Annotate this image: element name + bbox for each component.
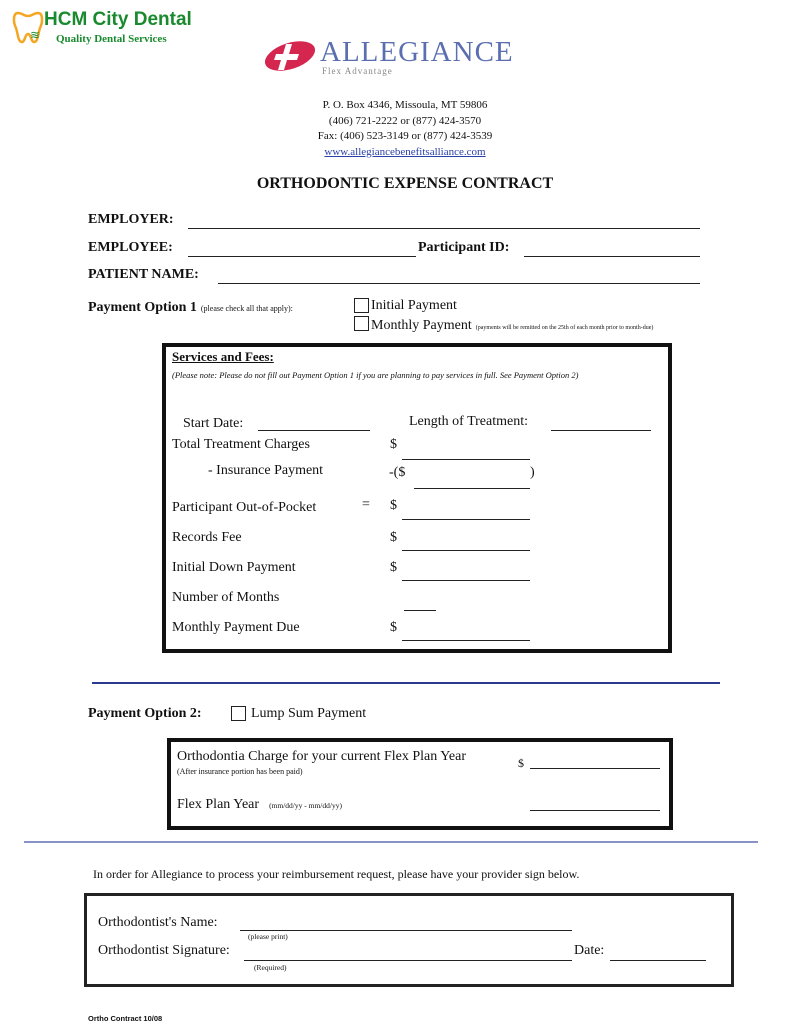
total-dollar: $: [390, 437, 397, 452]
start-date-field[interactable]: [258, 430, 370, 431]
start-date-label: Start Date:: [183, 416, 244, 431]
monthly-payment-checkbox[interactable]: [354, 316, 369, 331]
insurance-label: - Insurance Payment: [208, 463, 324, 478]
orthodontist-signature-note: (Required): [254, 963, 287, 972]
down-payment-field[interactable]: [402, 580, 530, 581]
lump-sum-checkbox[interactable]: [231, 706, 246, 721]
length-treatment-label: Length of Treatment:: [409, 414, 528, 429]
out-of-pocket-label: Participant Out-of-Pocket: [172, 500, 317, 515]
option1-note: (please check all that apply):: [200, 304, 293, 313]
address-line-1: P. O. Box 4346, Missoula, MT 59806: [322, 99, 488, 111]
employer-label: EMPLOYER:: [88, 212, 174, 227]
brand-leaf-icon: ≋: [30, 28, 41, 42]
total-charges-label: Total Treatment Charges: [172, 437, 310, 452]
date-label: Date:: [574, 943, 605, 958]
initial-payment-label: Initial Payment: [371, 298, 457, 313]
records-fee-field[interactable]: [402, 550, 530, 551]
ortho-charge-label: Orthodontia Charge for your current Flex Plan Year: [177, 749, 467, 764]
option1-label: Payment Option 1: [88, 300, 197, 315]
insurance-minus-dollar: -($: [389, 465, 406, 480]
brand-name: HCM City Dental: [44, 9, 192, 30]
records-dollar: $: [390, 530, 397, 545]
participant-id-label: Participant ID:: [418, 240, 510, 255]
plan-year-note: (mm/dd/yy - mm/dd/yy): [269, 801, 342, 810]
orthodontist-name-label: Orthodontist's Name:: [98, 915, 218, 930]
total-charges-field[interactable]: [402, 459, 530, 460]
monthly-payment-note: (payments will be remitted on the 25th of each month prior to month-due): [475, 325, 654, 331]
length-treatment-field[interactable]: [551, 430, 651, 431]
address-url[interactable]: www.allegiancebenefitsalliance.com: [324, 145, 486, 158]
insurance-close-paren: ): [530, 465, 535, 480]
employee-label: EMPLOYEE:: [88, 240, 173, 255]
allegiance-logo-name: ALLEGIANCE: [320, 36, 514, 68]
lump-sum-label: Lump Sum Payment: [251, 706, 367, 721]
out-of-pocket-field[interactable]: [402, 519, 530, 520]
patient-name-field[interactable]: [218, 283, 700, 284]
allegiance-logo-sub: Flex Advantage: [322, 66, 393, 76]
employer-field[interactable]: [188, 228, 700, 229]
monthly-due-field[interactable]: [402, 640, 530, 641]
orthodontist-name-note: (please print): [248, 932, 288, 941]
patient-name-label: PATIENT NAME:: [88, 267, 199, 282]
services-note: (Please note: Please do not fill out Payment Option 1 if you are planning to pay services in full. See Payment Option 2): [172, 370, 579, 380]
number-months-label: Number of Months: [172, 590, 280, 605]
monthly-payment-label: Monthly Payment: [371, 318, 472, 333]
orthodontist-signature-label: Orthodontist Signature:: [98, 943, 230, 958]
orthodontist-signature-field[interactable]: [244, 960, 572, 961]
ortho-charge-dollar: $: [518, 756, 524, 770]
out-of-pocket-equals: =: [362, 497, 370, 512]
provider-instruction: In order for Allegiance to process your reimbursement request, please have your provider sign below.: [93, 867, 580, 881]
allegiance-logo-icon: [262, 36, 322, 81]
divider-rule-2: [24, 841, 758, 843]
services-fees-box: [162, 343, 672, 653]
brand-tagline: Quality Dental Services: [56, 33, 167, 45]
divider-rule: [92, 682, 720, 684]
monthly-due-dollar: $: [390, 620, 397, 635]
initial-payment-checkbox[interactable]: [354, 298, 369, 313]
number-months-field[interactable]: [404, 610, 436, 611]
monthly-due-label: Monthly Payment Due: [172, 620, 300, 635]
employee-field[interactable]: [188, 256, 416, 257]
out-of-pocket-dollar: $: [390, 498, 397, 513]
services-heading: Services and Fees:: [172, 349, 274, 364]
down-payment-label: Initial Down Payment: [172, 560, 296, 575]
date-field[interactable]: [610, 960, 706, 961]
provider-box: [84, 893, 734, 987]
orthodontist-name-field[interactable]: [240, 930, 572, 931]
ortho-charge-note: (After insurance portion has been paid): [177, 767, 303, 776]
address-line-3: Fax: (406) 523-3149 or (877) 424-3539: [317, 130, 493, 142]
plan-year-label: Flex Plan Year: [177, 797, 260, 812]
footer-form-id: Ortho Contract 10/08: [88, 1014, 163, 1023]
participant-id-field[interactable]: [524, 256, 700, 257]
down-dollar: $: [390, 560, 397, 575]
ortho-charge-field[interactable]: [530, 768, 660, 769]
records-fee-label: Records Fee: [172, 530, 242, 545]
address-line-2: (406) 721-2222 or (877) 424-3570: [328, 114, 482, 127]
page-title: ORTHODONTIC EXPENSE CONTRACT: [256, 175, 554, 192]
option2-label: Payment Option 2:: [88, 706, 202, 721]
plan-year-field[interactable]: [530, 810, 660, 811]
insurance-field[interactable]: [414, 488, 530, 489]
